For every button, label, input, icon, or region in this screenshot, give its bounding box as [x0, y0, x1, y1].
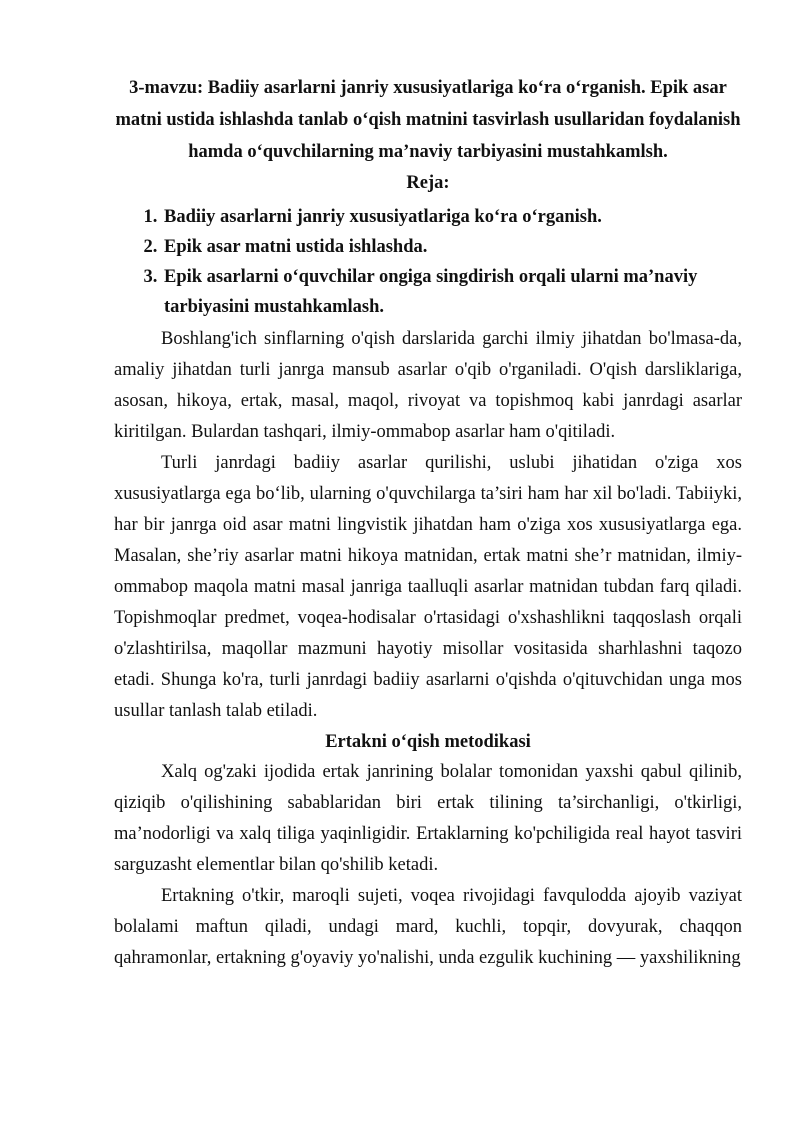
body-paragraph: Boshlang'ich sinflarning o'qish darslarida garchi ilmiy jihatdan bo'lmasa-da, amaliy jihatdan turli janrga mansub asarlar o'qib o'rganiladi. O'qish darsliklariga, asosan, hikoya, ertak, masal, maqol, rivoyat va topishmoq kabi janrdagi asarlar kiritilgan. Bulardan tashqari, ilmiy-ommabop asarlar ham o'qitiladi.: [114, 329, 742, 442]
plan-list: [114, 202, 742, 322]
section-heading: Ertakni o‘qish metodikasi: [325, 732, 531, 752]
document-title: 3-mavzu: Badiiy asarlarni janriy xususiyatlariga ko‘ra o‘rganish. Epik asar matni ustida ishlashda tanlab o‘qish matnini tasvirlash usullaridan foydalanish hamda o‘quvchilarning ma’naviy tarbiyasini mustahkamlsh.: [115, 78, 741, 162]
plan-heading: Reja:: [406, 173, 450, 193]
plan-item: 2. Epik asar matni ustida ishlashda.: [162, 232, 742, 262]
body-paragraph: Xalq og'zaki ijodida ertak janrining bolalar tomonidan yaxshi qabul qilinib, qiziqib o'qilishining sabablaridan biri ertak tilining ta’sirchanligi, o'tkirligi, ma’nodorligi va xalq tiliga yaqinligidir. Ertaklarning ko'pchiligida real hayot tasviri sarguzasht elementlar bilan qo'shilib ketadi.: [114, 762, 742, 875]
body-paragraph: Ertakning o'tkir, maroqli sujeti, voqea rivojidagi favqulodda ajoyib vaziyat bolalami maftun qiladi, undagi mard, kuchli, topqir, dovyurak, chaqqon qahramonlar, ertakning g'oyaviy yo'nalishi, unda ezgulik kuchining — yaxshilikning: [114, 886, 742, 968]
body-paragraph: Turli janrdagi badiiy asarlar qurilishi, uslubi jihatidan o'ziga xos xususiyatlarga ega bo‘lib, ularning o'quvchilarga ta’siri ham har xil bo'ladi. Tabiiyki, har bir janrga oid asar matni lingvistik jihatdan ham o'ziga xos xususiyatlarga ega. Masalan, she’riy asarlar matni hikoya matnidan, ertak matni she’r matnidan, ilmiy-ommabop maqola matni masal janriga taalluqli asarlar matnidan tubdan farq qiladi. Topishmoqlar predmet, voqea-hodisalar o'rtasidagi o'xshashlikni taqqoslash orqali o'zlashtirilsa, maqollar mazmuni hayotiy misollar vositasida sharhlashni taqozo etadi. Shunga ko'ra, turli janrdagi badiiy asarlarni o'qishda o'qituvchidan unga mos usullar tanlash talab etiladi.: [114, 453, 742, 721]
plan-item: 1. Badiiy asarlarni janriy xususiyatlariga ko‘ra o‘rganish.: [162, 202, 742, 232]
plan-item: 3. Epik asarlarni o‘quvchilar ongiga singdirish orqali ularni ma’naviy tarbiyasini mustahkamlash.: [162, 262, 742, 322]
